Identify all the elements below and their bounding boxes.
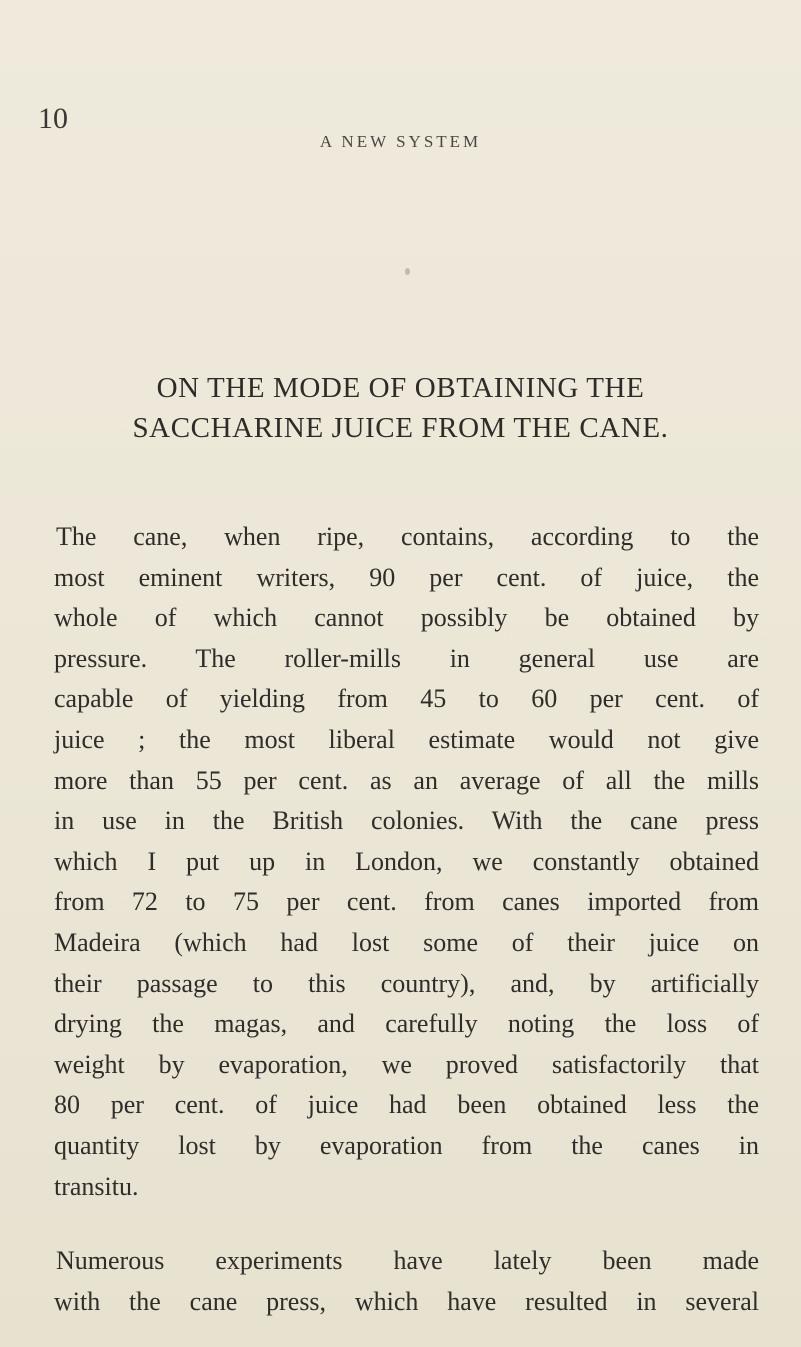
paragraph-line: pressure. The roller-mills in general use are <box>54 643 759 673</box>
paragraph-line: from 72 to 75 per cent. from canes imported from <box>54 887 759 917</box>
paragraph-line: in use in the British colonies. With the cane press <box>54 806 759 836</box>
paragraph-line: with the cane press, which have resulted in several <box>54 1286 759 1316</box>
paragraph-2 <box>54 1241 759 1322</box>
paragraph-line: 80 per cent. of juice had been obtained less the <box>54 1090 759 1120</box>
page-number: 10 <box>38 102 68 135</box>
section-title-line-1: ON THE MODE OF OBTAINING THE <box>156 372 645 404</box>
paragraph-line: whole of which cannot possibly be obtained by <box>54 603 759 633</box>
paragraph-line: quantity lost by evaporation from the canes in <box>54 1130 759 1160</box>
paragraph-line: which I put up in London, we constantly obtained <box>54 846 759 876</box>
paragraph-1 <box>54 517 759 1207</box>
paragraph-line: drying the magas, and carefully noting the loss of <box>54 1009 759 1039</box>
paragraph-line: juice ; the most liberal estimate would not give <box>54 724 759 754</box>
paragraph-line: The cane, when ripe, contains, according to the <box>56 522 759 551</box>
section-title-line-2: SACCHARINE JUICE FROM THE CANE. <box>132 412 669 444</box>
section-title <box>40 368 761 448</box>
ornament-dot <box>405 268 410 275</box>
running-head: A NEW SYSTEM <box>319 132 482 151</box>
paragraph-line: Numerous experiments have lately been made <box>56 1246 759 1275</box>
paragraph-line: transitu. <box>54 1171 139 1201</box>
paragraph-line: Madeira (which had lost some of their juice on <box>54 927 759 957</box>
paragraph-line: weight by evaporation, we proved satisfactorily that <box>54 1049 759 1079</box>
paragraph-line: most eminent writers, 90 per cent. of juice, the <box>54 562 759 592</box>
paragraph-line: capable of yielding from 45 to 60 per cent. of <box>54 684 759 714</box>
paragraph-line: more than 55 per cent. as an average of all the mills <box>54 765 759 795</box>
paragraph-line: their passage to this country), and, by artificially <box>54 968 759 998</box>
